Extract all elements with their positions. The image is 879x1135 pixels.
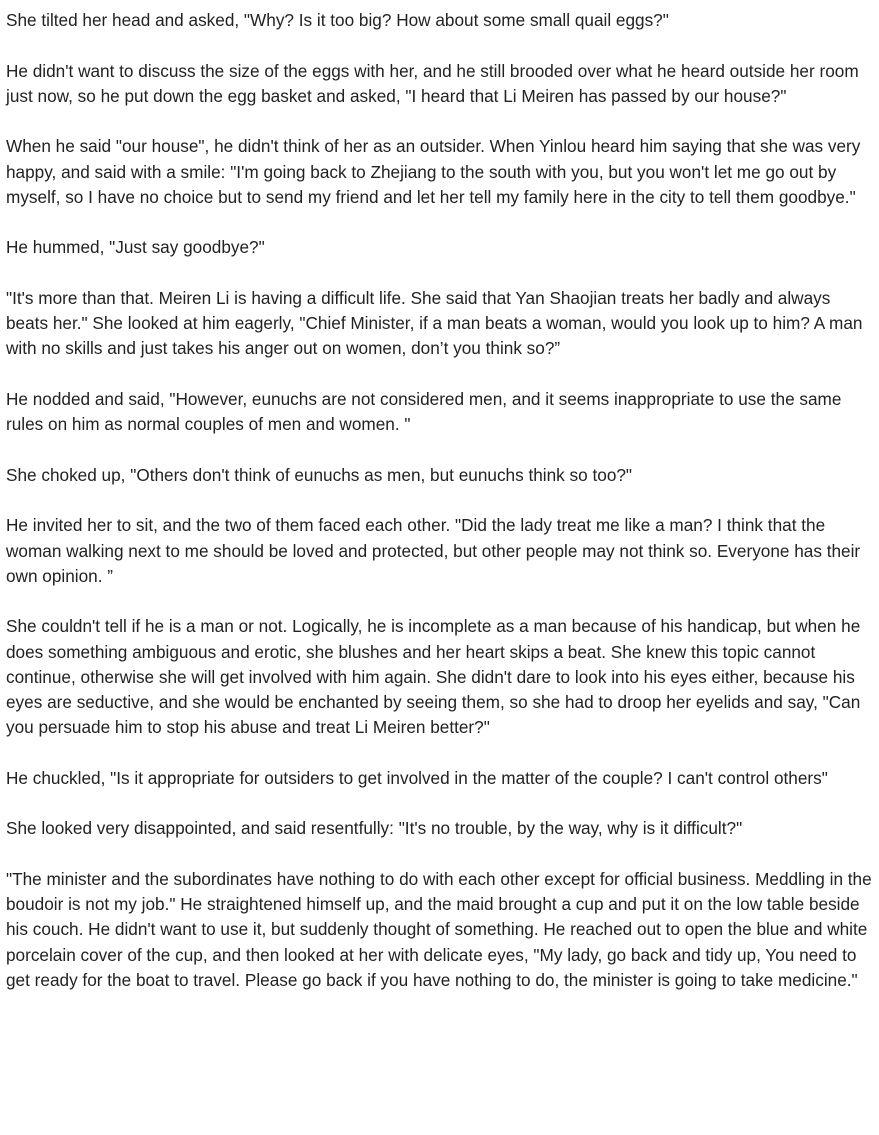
paragraph: He hummed, "Just say goodbye?" <box>6 237 265 258</box>
paragraph: "The minister and the subordinates have nothing to do with each other except for official business. Meddling in the boudoir is not my job." He straightened himself up, and the maid brought a cup and put it on the low table beside his couch. He didn't want to use it, but suddenly thought of something. He reached out to open the blue and white porcelain cover of the cup, and then looked at her with delicate eyes, "My lady, go back and tidy up, You need to get ready for the boat to travel. Please go back if you have nothing to do, the minister is going to take medicine." <box>6 868 872 990</box>
paragraph: He didn't want to discuss the size of the eggs with her, and he still brooded over what he heard outside her room just now, so he put down the egg basket and asked, "I heard that Li Meiren has passed by our house?" <box>6 60 859 106</box>
paragraph: He chuckled, "Is it appropriate for outsiders to get involved in the matter of the couple? I can't control others" <box>6 767 828 788</box>
paragraph: She couldn't tell if he is a man or not. Logically, he is incomplete as a man because of his handicap, but when he does something ambiguous and erotic, she blushes and her heart skips a beat. She knew this topic cannot continue, otherwise she will get involved with him again. She didn't dare to look into his eyes either, because his eyes are seductive, and she would be enchanted by seeing them, so she had to droop her eyelids and say, "Can you persuade him to stop his abuse and treat Li Meiren better?" <box>6 616 861 738</box>
paragraph: She choked up, "Others don't think of eunuchs as men, but eunuchs think so too?" <box>6 464 633 485</box>
paragraph: "It's more than that. Meiren Li is having a difficult life. She said that Yan Shaojian treats her badly and always beats her." She looked at him eagerly, "Chief Minister, if a man beats a woman, would you look up to him? A man with no skills and just takes his anger out on women, don’t you think so?” <box>6 287 863 359</box>
paragraph: She looked very disappointed, and said resentfully: "It's no trouble, by the way, why is it difficult?" <box>6 818 743 839</box>
paragraph: She tilted her head and asked, "Why? Is it too big? How about some small quail eggs?" <box>6 10 669 30</box>
story-text <box>6 8 874 1018</box>
paragraph: When he said "our house", he didn't think of her as an outsider. When Yinlou heard him saying that she was very happy, and said with a smile: "I'm going back to Zhejiang to the south with you, but you won't let me go out by myself, so I have no choice but to send my friend and let her tell my family here in the city to tell them goodbye." <box>6 136 861 207</box>
paragraph: He nodded and said, "However, eunuchs are not considered men, and it seems inappropriate to use the same rules on him as normal couples of men and women. " <box>6 388 842 435</box>
paragraph: He invited her to sit, and the two of them faced each other. "Did the lady treat me like a man? I think that the woman walking next to me should be loved and protected, but other people may not think so. Everyone has their own opinion. ” <box>6 515 861 586</box>
